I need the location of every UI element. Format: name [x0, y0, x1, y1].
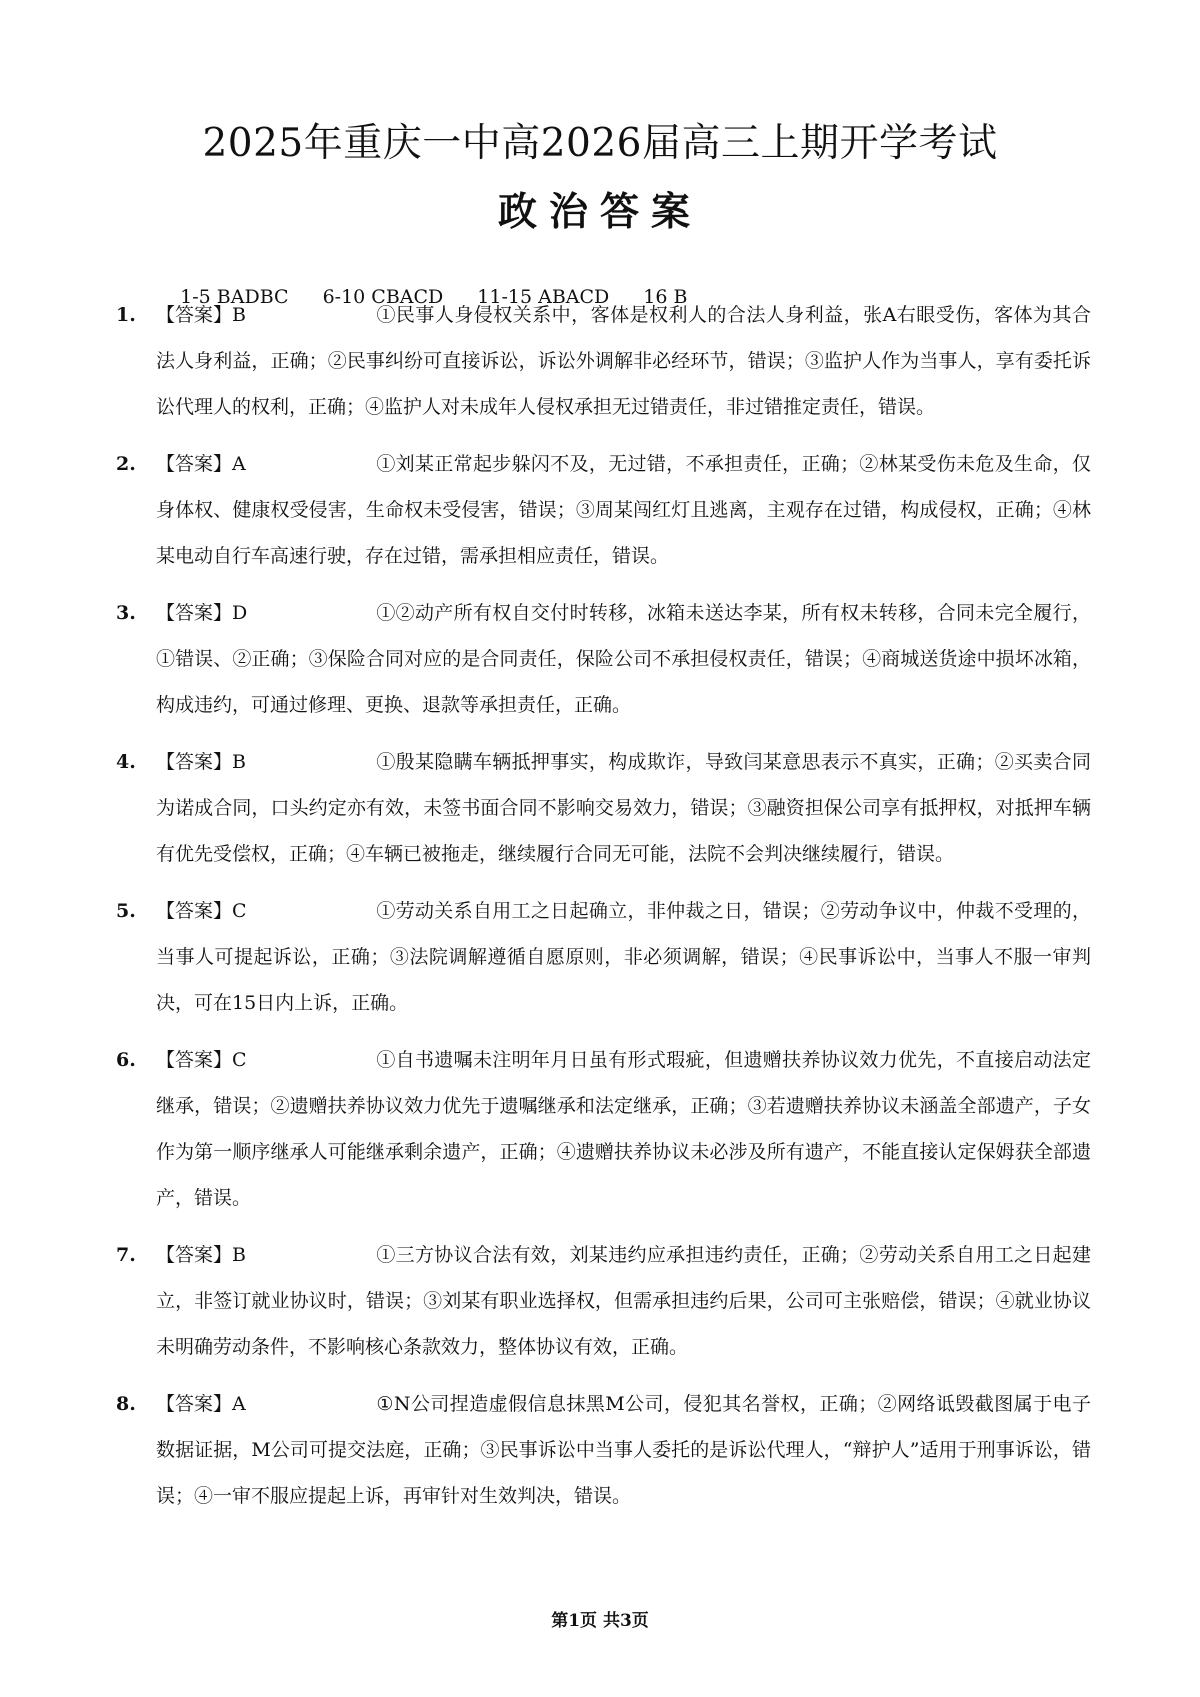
summary-group: 16 B	[643, 286, 688, 308]
answer-item	[116, 1232, 1091, 1370]
question-number: 8.	[116, 1393, 136, 1415]
answer-item	[116, 1037, 1091, 1221]
answer-label: 【答案】A	[156, 1393, 246, 1415]
question-number: 3.	[116, 602, 136, 624]
answer-item	[116, 888, 1091, 1026]
question-number: 7.	[116, 1244, 136, 1266]
answer-item	[116, 292, 1091, 430]
page-title: 2025年重庆一中高2026届高三上期开学考试	[202, 121, 998, 166]
summary-group: 11-15 ABACD	[477, 286, 610, 308]
page-subtitle: 政治答案	[497, 189, 702, 235]
question-number: 5.	[116, 900, 136, 922]
explanation-text: ①殷某隐瞒车辆抵押事实，构成欺诈，导致闫某意思表示不真实，正确；②买卖合同为诺成合同，口头约定亦有效，未签书面合同不影响交易效力，错误；③融资担保公司享有抵押权，对抵押车辆有优先受偿权，正确；④车辆已被拖走，继续履行合同无可能，法院不会判决继续履行，错误。	[156, 751, 1091, 865]
question-number: 4.	[116, 751, 136, 773]
summary-group: 6-10 CBACD	[322, 286, 444, 308]
answer-item	[116, 739, 1091, 877]
summary-group: 1-5 BADBC	[180, 286, 289, 308]
answer-label: 【答案】A	[156, 453, 246, 475]
explanation-text: ①刘某正常起步躲闪不及，无过错，不承担责任，正确；②林某受伤未危及生命，仅身体权、健康权受侵害，生命权未受侵害，错误；③周某闯红灯且逃离，主观存在过错，构成侵权，正确；④林某电动自行车高速行驶，存在过错，需承担相应责任，错误。	[156, 453, 1091, 567]
answer-item	[116, 441, 1091, 579]
question-number: 2.	[116, 453, 136, 475]
explanation-text: ①自书遗嘱未注明年月日虽有形式瑕疵，但遗赠扶养协议效力优先，不直接启动法定继承，错误；②遗赠扶养协议效力优先于遗嘱继承和法定继承，正确；③若遗赠扶养协议未涵盖全部遗产，子女作为第一顺序继承人可能继承剩余遗产，正确；④遗赠扶养协议未必涉及所有遗产，不能直接认定保姆获全部遗产，错误。	[156, 1049, 1091, 1209]
answer-label: 【答案】B	[156, 1244, 246, 1266]
answer-label: 【答案】B	[156, 751, 246, 773]
question-number: 6.	[116, 1049, 136, 1071]
explanation-text: ①民事人身侵权关系中，客体是权利人的合法人身利益，张A右眼受伤，客体为其合法人身利益，正确；②民事纠纷可直接诉讼，诉讼外调解非必经环节，错误；③监护人作为当事人，享有委托诉讼代理人的权利，正确；④监护人对未成年人侵权承担无过错责任，非过错推定责任，错误。	[156, 304, 1091, 418]
answer-label: 【答案】B	[156, 304, 246, 326]
answer-label: 【答案】D	[156, 602, 248, 624]
question-number: 1.	[116, 304, 136, 326]
explanation-text: ①N公司捏造虚假信息抹黑M公司，侵犯其名誉权，正确；②网络诋毁截图属于电子数据证据，M公司可提交法庭，正确；③民事诉讼中当事人委托的是诉讼代理人，“辩护人”适用于刑事诉讼，错误；④一审不服应提起上诉，再审针对生效判决，错误。	[156, 1393, 1091, 1507]
answer-label: 【答案】C	[156, 900, 247, 922]
answer-item	[116, 590, 1091, 728]
explanation-text: ①②动产所有权自交付时转移，冰箱未送达李某，所有权未转移，合同未完全履行，①错误、②正确；③保险合同对应的是合同责任，保险公司不承担侵权责任，错误；④商城送货途中损坏冰箱，构成违约，可通过修理、更换、退款等承担责任，正确。	[156, 602, 1091, 716]
answer-label: 【答案】C	[156, 1049, 247, 1071]
answer-item	[116, 1381, 1091, 1519]
explanation-text: ①劳动关系自用工之日起确立，非仲裁之日，错误；②劳动争议中，仲裁不受理的，当事人可提起诉讼，正确；③法院调解遵循自愿原则，非必须调解，错误；④民事诉讼中，当事人不服一审判决，可在15日内上诉，正确。	[156, 900, 1091, 1014]
answer-list	[116, 292, 1091, 1530]
explanation-text: ①三方协议合法有效，刘某违约应承担违约责任，正确；②劳动关系自用工之日起建立，非签订就业协议时，错误；③刘某有职业选择权，但需承担违约后果，公司可主张赔偿，错误；④就业协议未明确劳动条件，不影响核心条款效力，整体协议有效，正确。	[156, 1244, 1091, 1358]
page-footer: 第1页 共3页	[551, 1611, 649, 1631]
